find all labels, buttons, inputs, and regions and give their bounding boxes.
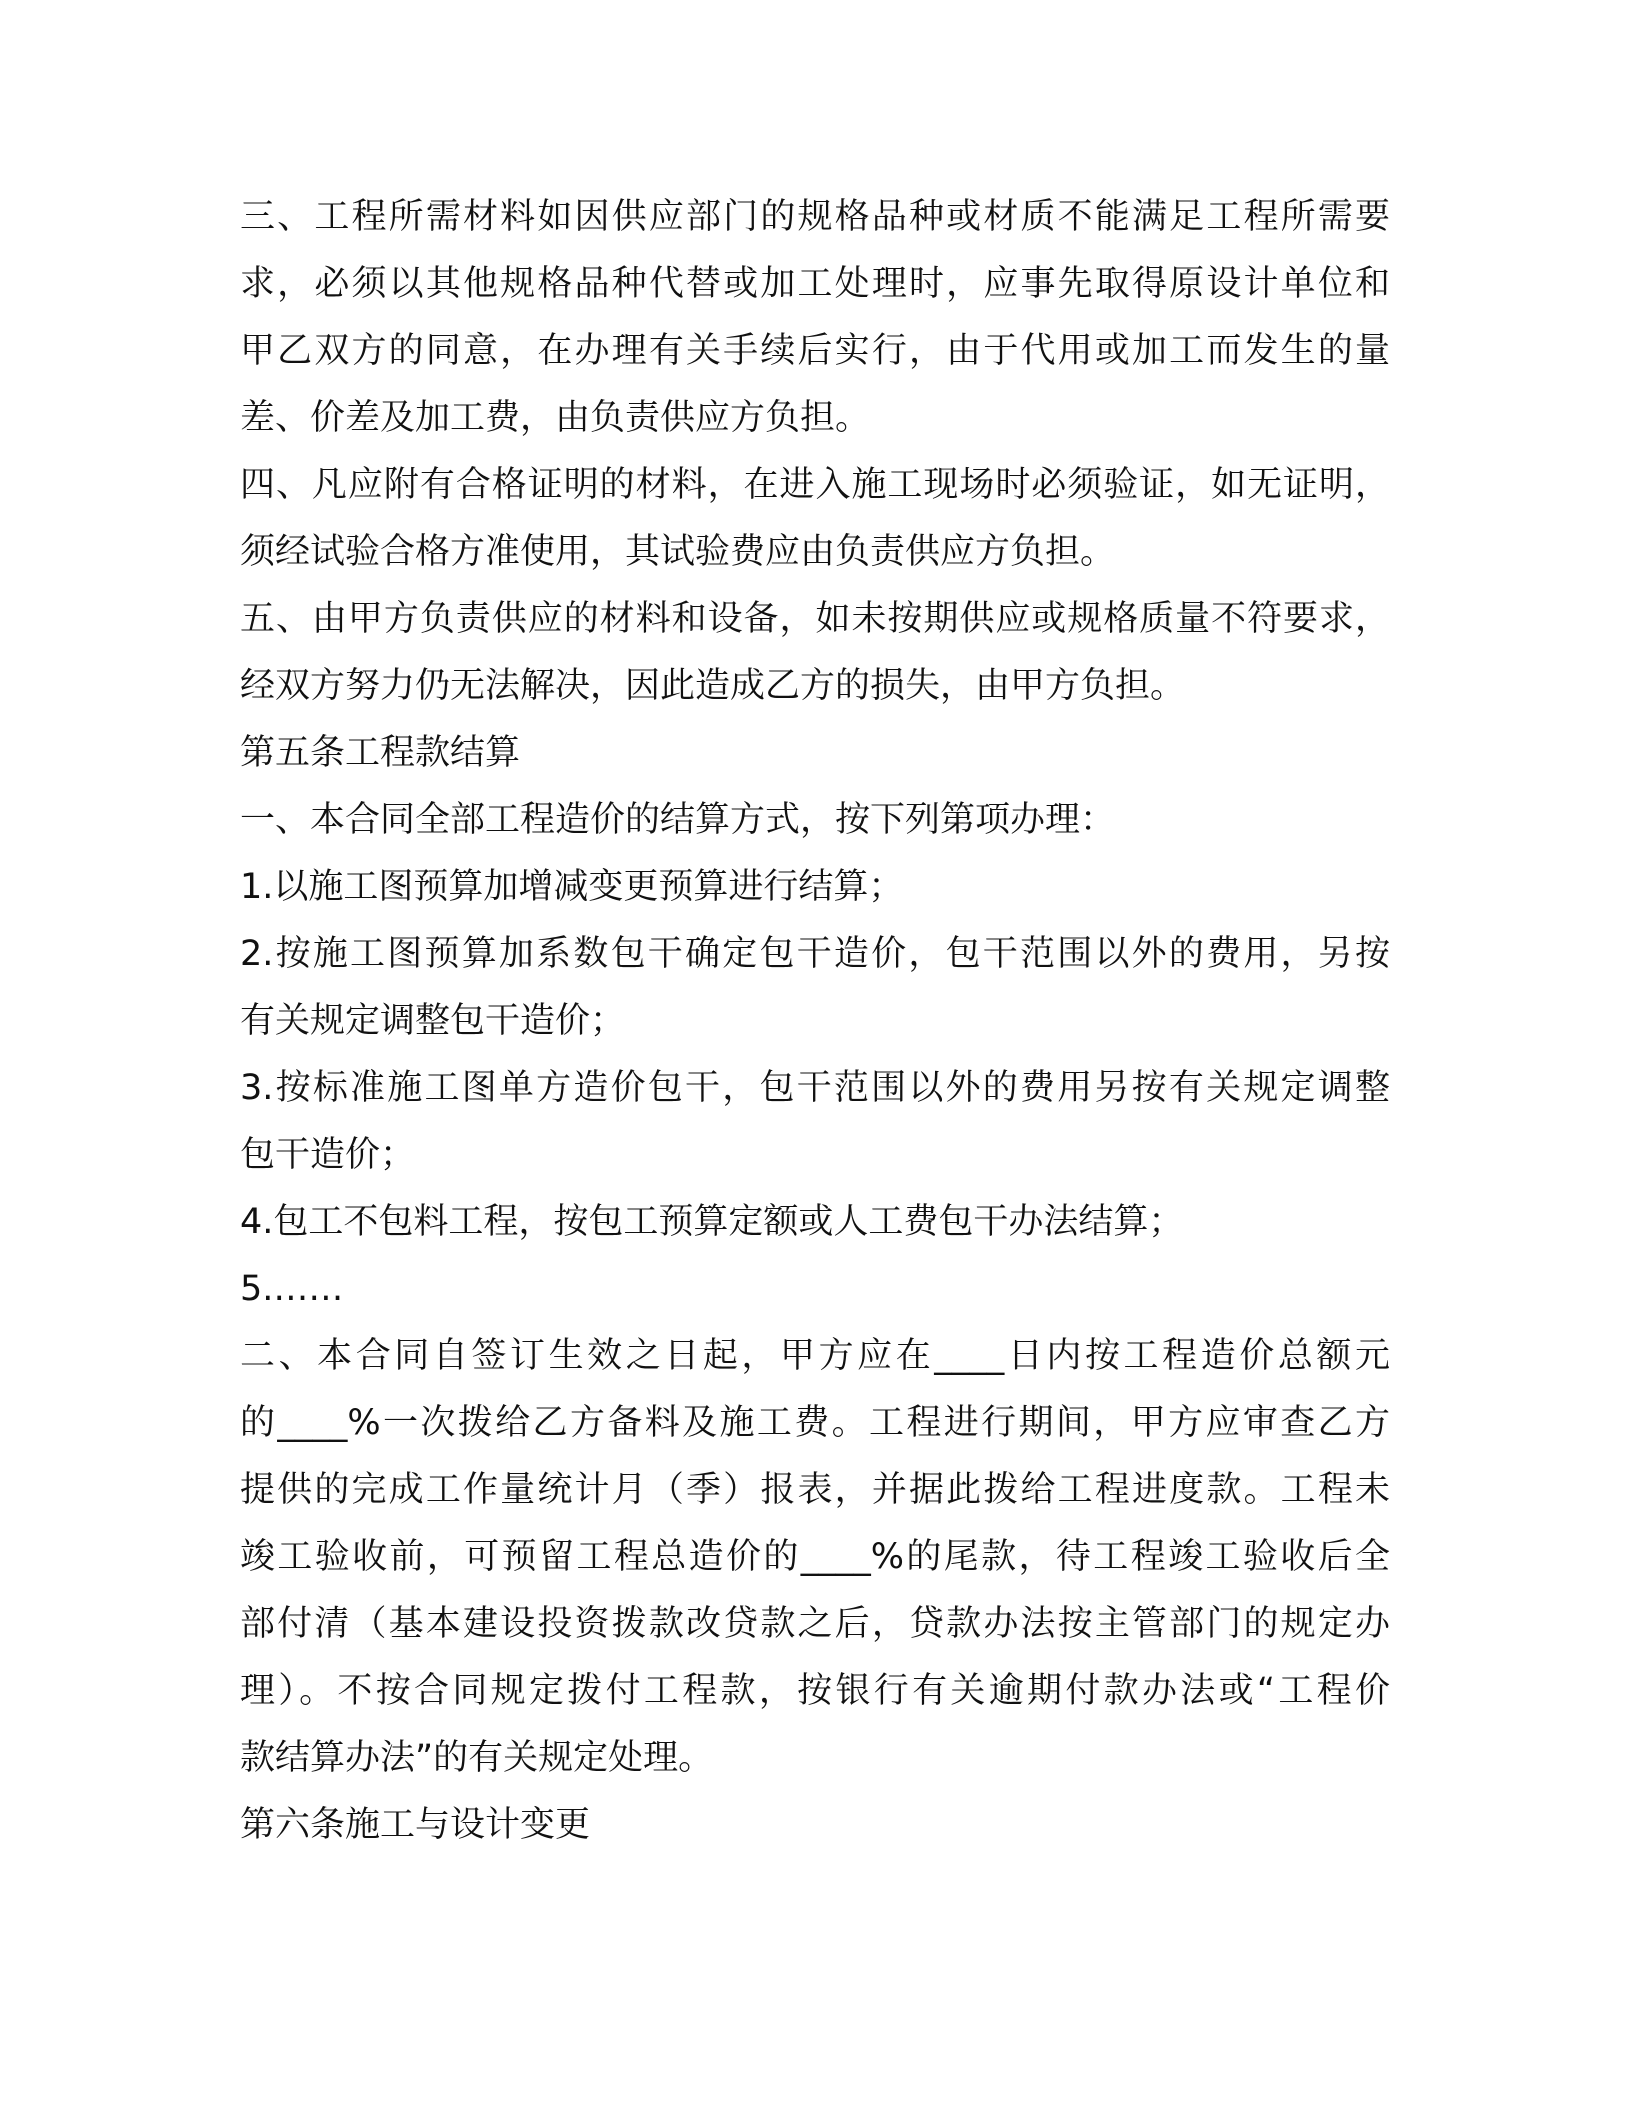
text-line: 甲乙双方的同意，在办理有关手续后实行，由于代用或加工而发生的量 bbox=[240, 331, 1390, 371]
text-line: 的____%一次拨给乙方备料及施工费。工程进行期间，甲方应审查乙方 bbox=[240, 1403, 1390, 1443]
text-line: 须经试验合格方准使用，其试验费应由负责供应方负担。 bbox=[240, 532, 1116, 572]
text-line: 包干造价； bbox=[240, 1135, 416, 1175]
text-line: 款结算办法”的有关规定处理。 bbox=[240, 1738, 714, 1778]
text-line: 竣工验收前，可预留工程总造价的____%的尾款，待工程竣工验收后全 bbox=[240, 1537, 1390, 1577]
section-heading: 第五条工程款结算 bbox=[240, 733, 521, 773]
list-item: 4.包工不包料工程，按包工预算定额或人工费包干办法结算； bbox=[240, 1202, 1184, 1242]
text-line: 一、本合同全部工程造价的结算方式，按下列第项办理： bbox=[240, 800, 1116, 840]
text-line: 四、凡应附有合格证明的材料，在进入施工现场时必须验证，如无证明， bbox=[240, 465, 1390, 505]
text-line: 经双方努力仍无法解决，因此造成乙方的损失，由甲方负担。 bbox=[240, 666, 1186, 706]
list-item: 3.按标准施工图单方造价包干，包干范围以外的费用另按有关规定调整 bbox=[240, 1068, 1390, 1108]
section-heading: 第六条施工与设计变更 bbox=[240, 1805, 591, 1845]
text-line: 差、价差及加工费，由负责供应方负担。 bbox=[240, 398, 871, 438]
text-line: 二、本合同自签订生效之日起，甲方应在____日内按工程造价总额元 bbox=[240, 1336, 1390, 1376]
text-line: 求，必须以其他规格品种代替或加工处理时，应事先取得原设计单位和 bbox=[240, 264, 1390, 304]
list-item: 5.…… bbox=[240, 1269, 344, 1309]
text-line: 提供的完成工作量统计月（季）报表，并据此拨给工程进度款。工程未 bbox=[240, 1470, 1390, 1510]
text-line: 有关规定调整包干造价； bbox=[240, 1001, 626, 1041]
text-line: 理）。不按合同规定拨付工程款，按银行有关逾期付款办法或“工程价 bbox=[240, 1671, 1390, 1711]
text-line: 五、由甲方负责供应的材料和设备，如未按期供应或规格质量不符要求， bbox=[240, 599, 1390, 639]
document-body bbox=[240, 184, 1390, 1859]
list-item: 1.以施工图预算加增减变更预算进行结算； bbox=[240, 867, 904, 907]
list-item: 2.按施工图预算加系数包干确定包干造价，包干范围以外的费用，另按 bbox=[240, 934, 1390, 974]
text-line: 部付清（基本建设投资拨款改贷款之后，贷款办法按主管部门的规定办 bbox=[240, 1604, 1390, 1644]
text-line: 三、工程所需材料如因供应部门的规格品种或材质不能满足工程所需要 bbox=[240, 197, 1390, 237]
